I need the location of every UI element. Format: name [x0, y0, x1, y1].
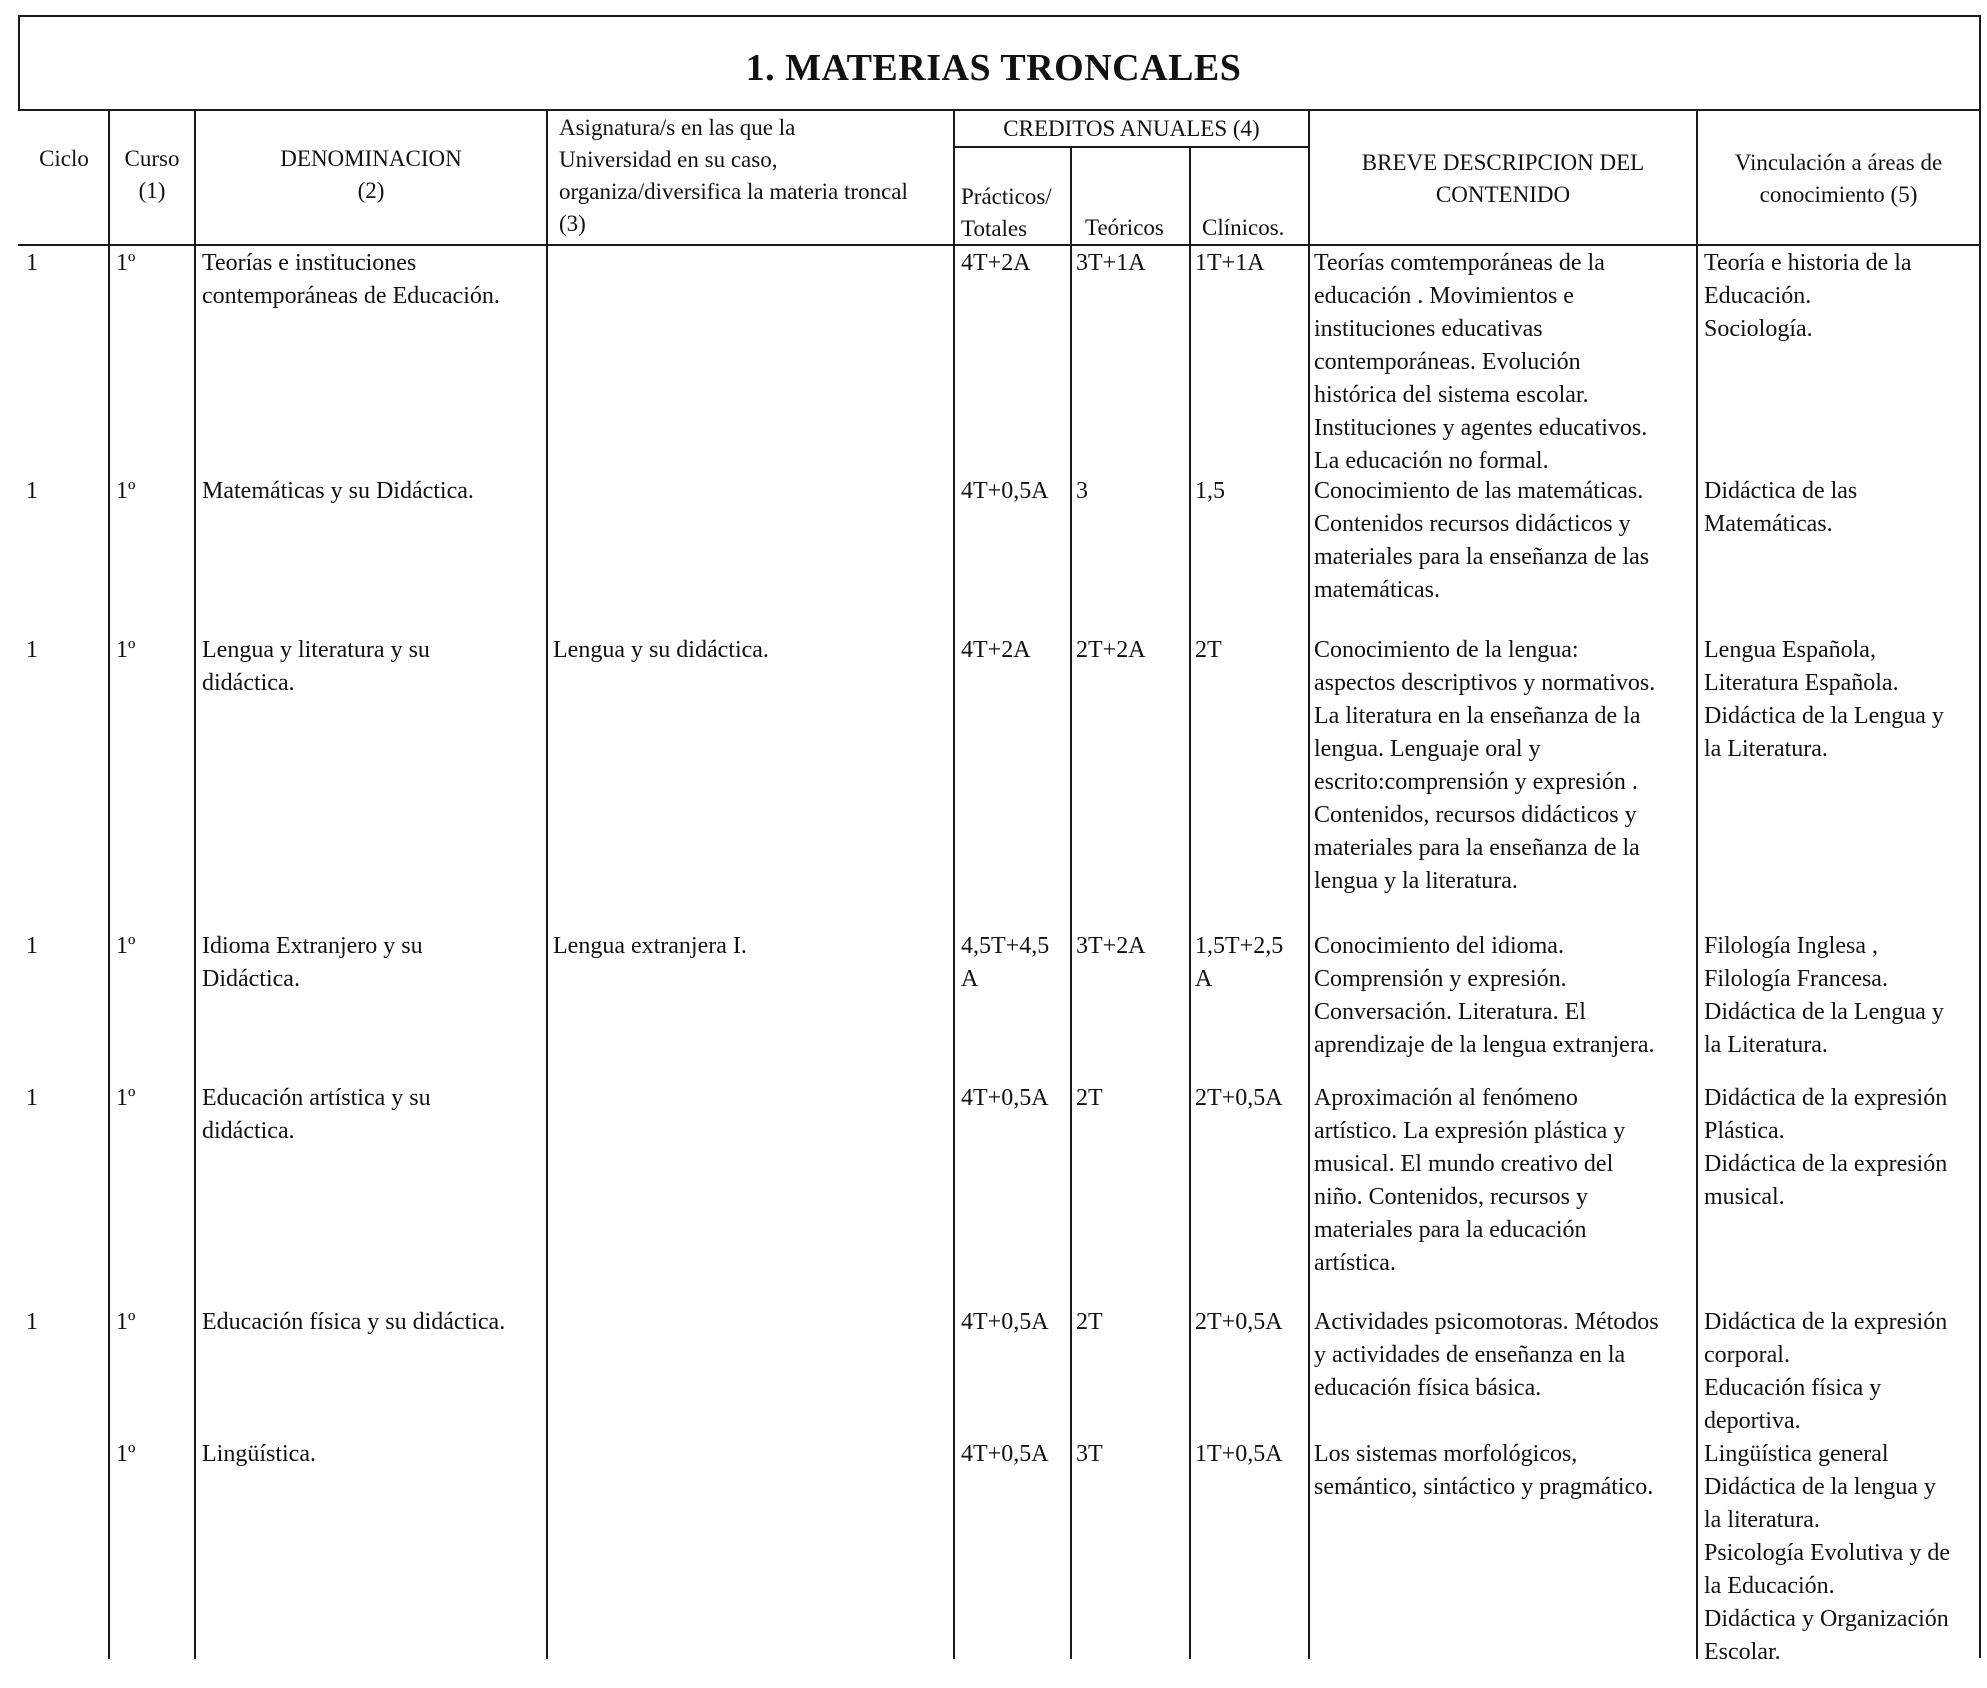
column-divider-denominacion [546, 109, 548, 1659]
cell-denominacion: Idioma Extranjero y su Didáctica. [202, 933, 423, 992]
cell-denominacion: Lengua y literatura y su didáctica. [202, 637, 430, 696]
column-divider-asignatura [953, 109, 955, 1659]
cell-curso: 1º [116, 933, 136, 959]
column-divider-creditos [1308, 109, 1310, 1659]
header-ciclo: Ciclo [39, 146, 89, 171]
cell-ciclo: 1 [26, 637, 38, 663]
header-practicos-totales: Prácticos/ Totales [961, 184, 1052, 241]
cell-vinculacion: Lingüística general Didáctica de la lengua y la literatura. Psicología Evolutiva y de la Educación. Didáctica y Organización Escolar. [1704, 1441, 1950, 1665]
cell-clinicos: 1,5T+2,5 A [1195, 933, 1284, 992]
cell-descripcion: Actividades psicomotoras. Métodos y actividades de enseñanza en la educación física básica. [1314, 1309, 1659, 1401]
cell-curso: 1º [116, 250, 136, 276]
cell-ciclo: 1 [26, 1085, 38, 1111]
cell-curso: 1º [116, 1085, 136, 1111]
cell-practicos: 4T+0,5A [961, 1441, 1049, 1467]
cell-asignatura: Lengua y su didáctica. [553, 637, 769, 663]
column-divider-ciclo [108, 109, 110, 1659]
cell-teoricos: 2T [1076, 1309, 1103, 1335]
cell-vinculacion: Teoría e historia de la Educación. Sociología. [1704, 250, 1912, 342]
cell-practicos: 4T+0,5A [961, 478, 1049, 504]
header-denominacion: DENOMINACION (2) [280, 146, 462, 203]
cell-ciclo: 1 [26, 478, 38, 504]
header-teoricos: Teóricos [1085, 215, 1164, 240]
cell-curso: 1º [116, 1441, 136, 1467]
cell-curso: 1º [116, 1309, 136, 1335]
cell-vinculacion: Filología Inglesa , Filología Francesa. Didáctica de la Lengua y la Literatura. [1704, 933, 1944, 1058]
column-divider-teoricos [1189, 146, 1191, 1659]
cell-practicos: 4,5T+4,5 A [961, 933, 1050, 992]
header-asignaturas: Asignatura/s en las que la Universidad en su caso, organiza/diversifica la materia troncal (3) [559, 115, 908, 236]
cell-teoricos: 2T+2A [1076, 637, 1146, 663]
cell-curso: 1º [116, 637, 136, 663]
column-divider-practicos [1070, 146, 1072, 1659]
table-top-border [18, 15, 1981, 17]
cell-clinicos: 2T+0,5A [1195, 1085, 1283, 1111]
cell-denominacion: Matemáticas y su Didáctica. [202, 478, 474, 504]
cell-teoricos: 3 [1076, 478, 1088, 504]
cell-vinculacion: Lengua Española, Literatura Española. Didáctica de la Lengua y la Literatura. [1704, 637, 1944, 762]
cell-descripcion: Los sistemas morfológicos, semántico, sintáctico y pragmático. [1314, 1441, 1654, 1500]
cell-practicos: 4T+2A [961, 250, 1031, 276]
cell-clinicos: 2T+0,5A [1195, 1309, 1283, 1335]
cell-descripcion: Conocimiento de la lengua: aspectos descriptivos y normativos. La literatura en la enseñanza de la lengua. Lenguaje oral y escrito:comprensión y expresión . Contenidos, recursos didácticos y materiales para la enseñanza de la lengua y la literatura. [1314, 637, 1656, 894]
cell-vinculacion: Didáctica de la expresión corporal. Educación física y deportiva. [1704, 1309, 1948, 1434]
cell-practicos: 4T+0,5A [961, 1085, 1049, 1111]
header-vinculacion: Vinculación a áreas de conocimiento (5) [1734, 150, 1943, 207]
cell-teoricos: 2T [1076, 1085, 1103, 1111]
cell-ciclo: 1 [26, 250, 38, 276]
cell-clinicos: 1,5 [1195, 478, 1225, 504]
cell-curso: 1º [116, 478, 136, 504]
cell-vinculacion: Didáctica de las Matemáticas. [1704, 478, 1858, 537]
cell-denominacion: Educación artística y su didáctica. [202, 1085, 431, 1144]
cell-teoricos: 3T [1076, 1441, 1103, 1467]
header-breve-descripcion: BREVE DESCRIPCION DEL CONTENIDO [1361, 150, 1645, 207]
cell-teoricos: 3T+1A [1076, 250, 1146, 276]
cell-asignatura: Lengua extranjera I. [553, 933, 747, 959]
cell-vinculacion: Didáctica de la expresión Plástica. Didáctica de la expresión musical. [1704, 1085, 1948, 1210]
cell-clinicos: 1T+0,5A [1195, 1441, 1283, 1467]
header-clinicos: Clínicos. [1202, 215, 1285, 240]
column-divider-descripcion [1696, 109, 1698, 1659]
document-title: 1. MATERIAS TRONCALES [745, 47, 1242, 89]
cell-clinicos: 1T+1A [1195, 250, 1265, 276]
cell-descripcion: Teorías comtemporáneas de la educación . Movimientos e instituciones educativas contemporáneas. Evolución histórica del sistema escolar. Instituciones y agentes educativos. La educación no formal. [1314, 250, 1648, 474]
header-curso: Curso (1) [124, 146, 180, 203]
table-right-border [1979, 15, 1981, 1658]
header-creditos-anuales: CREDITOS ANUALES (4) [1003, 116, 1260, 141]
title-separator [18, 109, 1981, 111]
cell-denominacion: Teorías e instituciones contemporáneas de Educación. [202, 250, 500, 309]
cell-descripcion: Conocimiento de las matemáticas. Contenidos recursos didácticos y materiales para la enseñanza de las matemáticas. [1314, 478, 1650, 603]
column-divider-curso [194, 109, 196, 1659]
creditos-subheader-line [955, 146, 1310, 148]
cell-descripcion: Aproximación al fenómeno artístico. La expresión plástica y musical. El mundo creativo del niño. Contenidos, recursos y materiales para la educación artística. [1314, 1085, 1626, 1276]
cell-denominacion: Lingüística. [202, 1441, 316, 1467]
cell-clinicos: 2T [1195, 637, 1222, 663]
cell-ciclo: 1 [26, 933, 38, 959]
cell-denominacion: Educación física y su didáctica. [202, 1309, 506, 1335]
cell-practicos: 4T+0,5A [961, 1309, 1049, 1335]
cell-practicos: 4T+2A [961, 637, 1031, 663]
cell-descripcion: Conocimiento del idioma. Comprensión y expresión. Conversación. Literatura. El aprendizaje de la lengua extranjera. [1314, 933, 1655, 1058]
cell-ciclo: 1 [26, 1309, 38, 1335]
cell-teoricos: 3T+2A [1076, 933, 1146, 959]
